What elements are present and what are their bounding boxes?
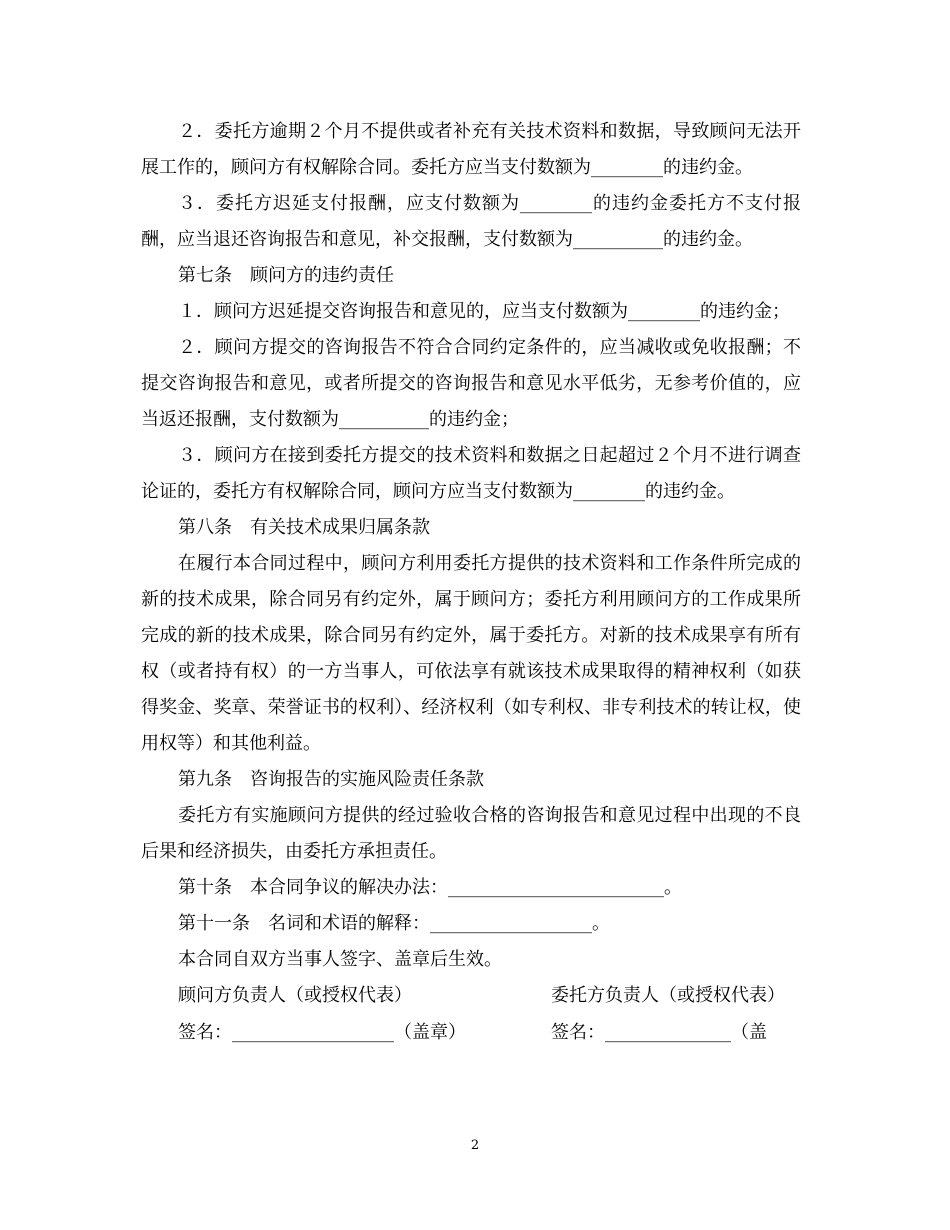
clause-8-body: 在履行本合同过程中，顾问方利用委托方提供的技术资料和工作条件所完成的新的技术成果，除合同另有约定外，属于顾问方；委托方利用顾问方的工作成果所完成的新的技术成果，除合同另有约定外，属于委托方。对新的技术成果享有所有权（或者持有权）的一方当事人，可依法享有就该技术成果取得的精神权利（如获得奖金、奖章、荣誉证书的权利）、经济权利（如专利权、非专利技术的转让权，使用权等）和其他利益。 (141, 553, 801, 754)
document-body (141, 114, 801, 1052)
clause-10-line: 第十条 本合同争议的解决办法：________________________。 (178, 877, 682, 898)
clause-8-heading: 第八条 有关技术成果归属条款 (178, 517, 430, 538)
clause-9-heading: 第九条 咨询报告的实施风险责任条款 (178, 769, 484, 790)
clause-7-item-1: １．顾问方迟延提交咨询报告和意见的，应当支付数额为________的违约金； (178, 301, 790, 322)
clause-6-item-2: ２．委托方逾期２个月不提供或者补充有关技术资料和数据，导致顾问无法开展工作的，顾问方有权解除合同。委托方应当支付数额为________的违约金。 (141, 121, 801, 178)
clause-7-item-2: ２．顾问方提交的咨询报告不符合合同约定条件的，应当减收或免收报酬；不提交咨询报告和意见，或者所提交的咨询报告和意见水平低劣，无参考价值的，应当返还报酬，支付数额为__________的违约金； (141, 337, 801, 430)
consultant-signature-line: 签名：__________________（盖章） (178, 1022, 466, 1043)
clause-6-item-3: ３．委托方迟延支付报酬，应支付数额为________的违约金委托方不支付报酬，应当退还咨询报告和意见，补交报酬，支付数额为__________的违约金。 (141, 193, 801, 250)
clause-9-body: 委托方有实施顾问方提供的经过验收合格的咨询报告和意见过程中出现的不良后果和经济损失，由委托方承担责任。 (141, 805, 801, 862)
page-number: 2 (470, 1138, 480, 1153)
effective-clause: 本合同自双方当事人签字、盖章后生效。 (178, 949, 502, 970)
signature-title-row (141, 978, 801, 1015)
signature-line-row (141, 1015, 801, 1052)
clause-11-line: 第十一条 名词和术语的解释：__________________。 (178, 913, 610, 934)
clause-7-item-3: ３．顾问方在接到委托方提交的技术资料和数据之日起超过２个月不进行调查论证的，委托方有权解除合同，顾问方应当支付数额为________的违约金。 (141, 445, 801, 502)
consultant-representative-title: 顾问方负责人（或授权代表） (178, 985, 412, 1006)
clause-7-heading: 第七条 顾问方的违约责任 (178, 265, 394, 286)
client-representative-title: 委托方负责人（或授权代表） (551, 985, 785, 1006)
client-signature-line: 签名：______________（盖 (551, 1022, 767, 1043)
